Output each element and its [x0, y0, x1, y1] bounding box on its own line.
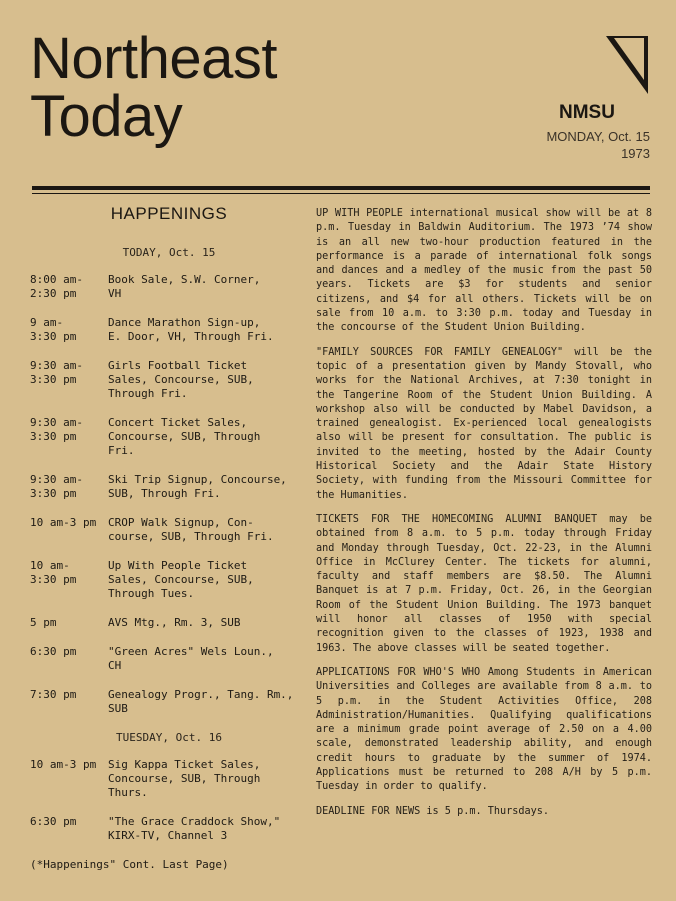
event-description: Sig Kappa Ticket Sales, Concourse, SUB, Through Thurs. [108, 758, 261, 799]
nmsu-logo-text: NMSU [559, 102, 615, 123]
event-description: "Green Acres" Wels Loun., CH [108, 645, 274, 672]
event-row [30, 559, 308, 601]
event-time: 9:30 am- 3:30 pm [30, 416, 83, 443]
happenings-continued: (*Happenings" Cont. Last Page) [30, 858, 229, 871]
news-items [316, 207, 652, 795]
news-item: UP WITH PEOPLE international musical show will be at 8 p.m. Tuesday in Baldwin Auditorium. The 1973 ’74 show is an all new two-hour production featured in the performance is a parade of international folk songs and dances and a medley of the music from the past 50 years. Tickets are $3 for students and senior citizens, and $4 for all others. Tickets will be on sale from 10 a.m. to 3:30 p.m. today and Tuesday in the concourse of the Student Union Building. [316, 208, 652, 334]
event-row [30, 616, 308, 630]
event-time: 10 am-3 pm [30, 758, 97, 771]
event-row [30, 645, 308, 673]
news-item: TICKETS FOR THE HOMECOMING ALUMNI BANQUET may be obtained from 8 a.m. to 5 p.m. today through Friday and Monday through Tuesday, Oct. 22-23, in the Alumni Office in McClurey Center. The tickets for alumni, faculty and staff members are $8.50. The Alumni Banquet is at 7 p.m. Friday, Oct. 26, in the Georgian Room of the Student Union Building. The 1973 banquet will honor all classes of 1950 with special recognition given to the classes of 1923, 1938 and 1963. The above classes will be seated together. [316, 513, 652, 654]
happenings-heading: HAPPENINGS [110, 204, 228, 223]
event-time: 10 am- 3:30 pm [30, 559, 77, 586]
event-description: Genealogy Progr., Tang. Rm., SUB [108, 688, 294, 715]
event-row [30, 359, 308, 401]
event-description: Ski Trip Signup, Concourse, SUB, Through Fri. [108, 473, 287, 500]
masthead-title-line1: Northeast [30, 26, 277, 91]
event-description: Up With People Ticket Sales, Concourse, SUB, Through Tues. [108, 559, 254, 600]
news-item: APPLICATIONS FOR WHO'S WHO Among Students in American Universities and Colleges are available from 8 a.m. to 5 p.m. in the Student Activities Office, 208 Administration/Humanities. Qualifying qualifications are a minimum grade point average of 2.50 on a 4.00 scale, demonstrated leadership ability, and enough credit hours to graduate by the summer of 1974. Applications must be returned to 208 A/H by 5 p.m. Tuesday in order to qualify. [316, 666, 652, 793]
event-time: 9:30 am- 3:30 pm [30, 359, 83, 386]
happenings-column [30, 200, 308, 872]
event-description: Girls Football Ticket Sales, Concourse, SUB, Through Fri. [108, 359, 254, 400]
event-row [30, 316, 308, 344]
masthead-title [30, 26, 277, 149]
event-description: AVS Mtg., Rm. 3, SUB [108, 616, 241, 629]
news-column [316, 207, 652, 829]
event-time: 9:30 am- 3:30 pm [30, 473, 83, 500]
event-row [30, 516, 308, 544]
header-rule-thin [32, 193, 650, 194]
event-row [30, 416, 308, 458]
issue-year: 1973 [621, 146, 650, 161]
masthead-title-line2: Today [30, 84, 183, 149]
news-item: "FAMILY SOURCES FOR FAMILY GENEALOGY" will be the topic of a presentation given by Mandy Stovall, who works for the National Archives, at 7:30 tonight in the Tangerine Room of the Student Union Building. A workshop also will be conducted by Mabel Davidson, a trained genealogist. Ex-perienced local genealogists also will be present for consultation. The public is invited to the meeting, hosted by the Adair County Historical Society and the Adair State History Society, with funding from the Missouri Committee for the Humanities. [316, 346, 652, 501]
event-row [30, 473, 308, 501]
event-row [30, 815, 308, 843]
header-rule [32, 186, 650, 190]
happenings-days [30, 246, 308, 843]
event-row [30, 688, 308, 716]
event-description: CROP Walk Signup, Con- course, SUB, Through Fri. [108, 516, 274, 543]
event-time: 8:00 am- 2:30 pm [30, 273, 83, 300]
event-row [30, 758, 308, 800]
event-time: 10 am-3 pm [30, 516, 97, 529]
event-time: 6:30 pm [30, 815, 77, 828]
day-heading: TUESDAY, Oct. 16 [116, 731, 222, 744]
event-description: "The Grace Craddock Show," KIRX-TV, Channel 3 [108, 815, 281, 842]
day-heading: TODAY, Oct. 15 [122, 246, 216, 259]
event-row [30, 273, 308, 301]
event-description: Book Sale, S.W. Corner, VH [108, 273, 261, 300]
event-description: Dance Marathon Sign-up, E. Door, VH, Through Fri. [108, 316, 274, 343]
event-description: Concert Ticket Sales, Concourse, SUB, Through Fri. [108, 416, 261, 457]
event-time: 7:30 pm [30, 688, 77, 701]
issue-date [526, 128, 650, 162]
issue-day: MONDAY, Oct. 15 [546, 129, 650, 144]
event-time: 5 pm [30, 616, 57, 629]
event-time: 6:30 pm [30, 645, 77, 658]
nmsu-logo-icon [604, 34, 650, 96]
news-deadline: DEADLINE FOR NEWS is 5 p.m. Thursdays. [316, 805, 550, 817]
event-time: 9 am- 3:30 pm [30, 316, 77, 343]
